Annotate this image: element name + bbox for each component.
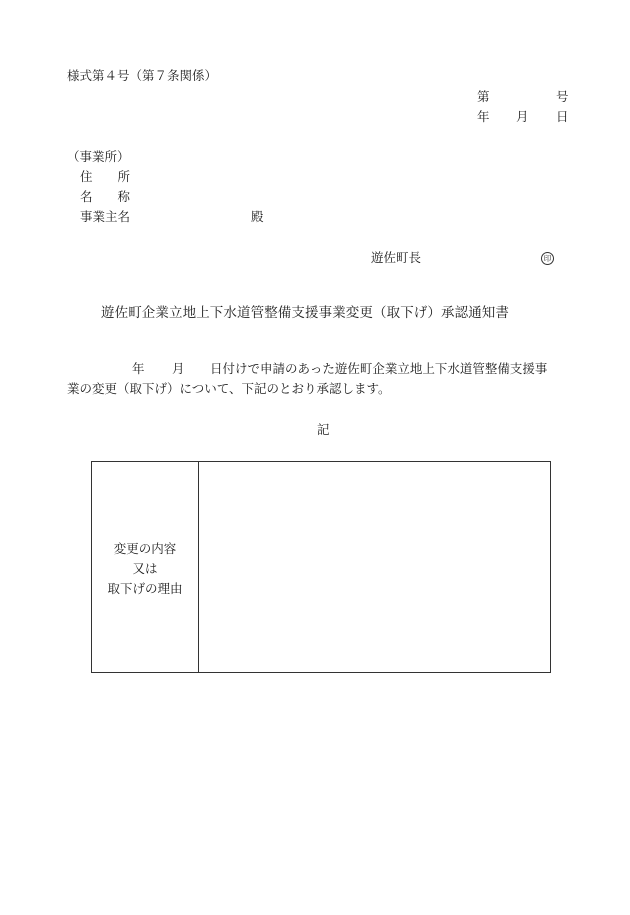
- addressee-owner-label: 事業主名: [80, 209, 131, 224]
- reason-label-line3: 取下げの理由: [107, 581, 183, 596]
- form-number: 様式第４号（第７条関係）: [67, 68, 218, 83]
- date-month: 月: [516, 109, 529, 124]
- seal-mark: 印: [541, 252, 554, 265]
- body-month: 月: [172, 361, 185, 376]
- reason-label-line1: 変更の内容: [113, 541, 177, 556]
- addressee-address-label: 住 所: [80, 169, 131, 184]
- body-year: 年: [132, 361, 145, 376]
- reason-table: [91, 461, 551, 673]
- seal-icon: [541, 251, 554, 265]
- addressee-honorific: 殿: [251, 209, 264, 224]
- reason-label-cell: [92, 462, 198, 672]
- issuer-title: 遊佐町長: [371, 250, 422, 265]
- addressee-office: （事業所）: [67, 149, 130, 164]
- reason-label-line2: 又は: [132, 561, 158, 576]
- addressee-name-label: 名 称: [80, 189, 131, 204]
- date-day: 日: [556, 109, 569, 124]
- reason-content-cell[interactable]: [199, 462, 550, 672]
- body-line1: 日付けで申請のあった遊佐町企業立地上下水道管整備支援事: [210, 361, 548, 376]
- ki-heading: 記: [317, 422, 330, 437]
- doc-number-go: 号: [556, 89, 569, 104]
- body-line2: 業の変更（取下げ）について、下記のとおり承認します。: [67, 381, 391, 396]
- doc-number-dai: 第: [477, 89, 490, 104]
- date-year: 年: [477, 109, 490, 124]
- document-title: 遊佐町企業立地上下水道管整備支援事業変更（取下げ）承認通知書: [101, 305, 509, 321]
